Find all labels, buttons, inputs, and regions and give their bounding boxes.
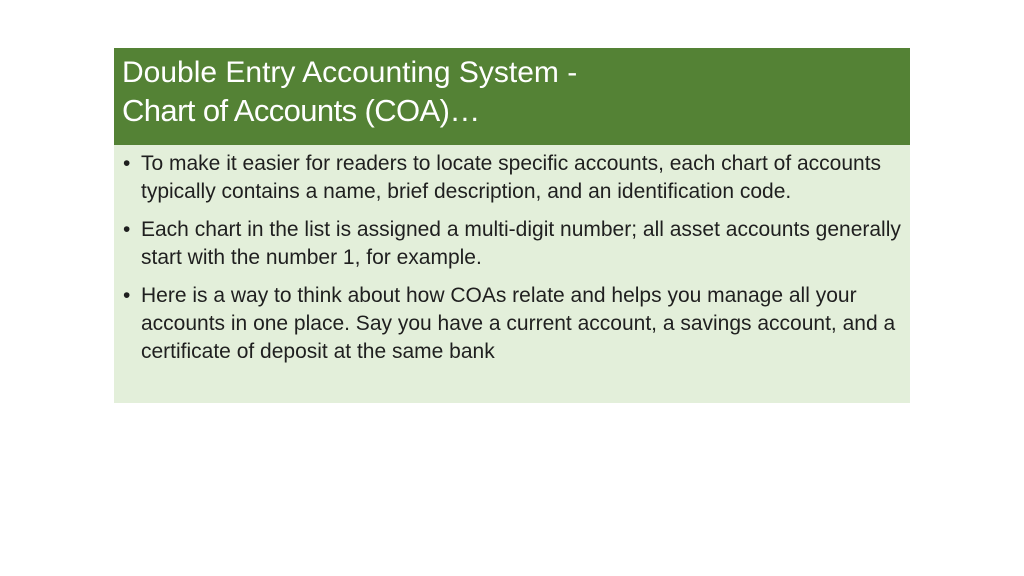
bullet-dot-icon: •: [123, 218, 131, 241]
bullet-item: [114, 282, 902, 366]
bullet-text: Here is a way to think about how COAs relate and helps you manage all your accounts in one place. Say you have a current account, a savings account, and a certificate of deposit at the same bank: [141, 284, 896, 363]
bullet-text: To make it easier for readers to locate specific accounts, each chart of accounts typically contains a name, brief description, and an identification code.: [141, 152, 882, 203]
bullet-item: [114, 150, 902, 206]
bullet-text: Each chart in the list is assigned a multi-digit number; all asset accounts generally start with the number 1, for example.: [141, 218, 901, 269]
title-header: [114, 48, 910, 145]
bullet-list: [114, 145, 910, 366]
slide-subtitle: Chart of Accounts (COA)…: [122, 93, 480, 128]
bullet-dot-icon: •: [123, 284, 131, 307]
content-panel: [114, 48, 910, 403]
bullet-dot-icon: •: [123, 152, 131, 175]
bullet-item: [114, 216, 902, 272]
slide-title: Double Entry Accounting System -: [122, 56, 578, 89]
